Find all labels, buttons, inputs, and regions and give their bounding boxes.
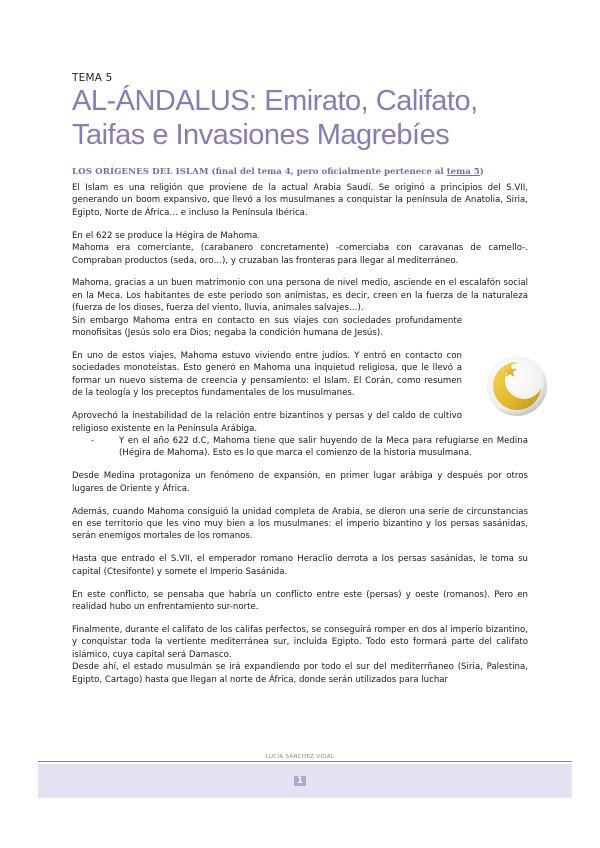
paragraph: Finalmente, durante el califato de los califas perfectos, se conseguirá romper en dos al imperio bizantino, y conquistar toda la vertiente mediterránea sur, incluida Egipto. Todo esto formará parte del califato islámico, cuya capital será Damasco.: [72, 624, 528, 660]
paragraph: Desde ahí, el estado musulmán se irá expandiendo por todo el sur del mediterrñaneo (Siria, Palestina, Egipto, Cartago) hasta que llegan al norte de África, donde serán utilizados para luchar: [72, 662, 528, 685]
list-item: - Y en el año 622 d.C, Mahoma tiene que salir huyendo de la Meca para refugiarse en Medina (Hégira de Mahoma). Esto es lo que marca el comienzo de la historia musulmana.: [107, 435, 528, 460]
section-heading: [72, 167, 484, 177]
paragraph: En el 622 se produce la Hégira de Mahoma.: [72, 230, 261, 241]
section-heading-rest: (final del tema 4, pero oficialmente pertenece al: [208, 167, 447, 177]
paragraph: Desde Medina protagoniza un fenómeno de expansión, en primer lugar arábiga y después por otros lugares de Oriente y África.: [72, 471, 528, 494]
paragraph: Sin embargo Mahoma entra en contacto en sus viajes con sociedades profundamente monofisitas (Jesús solo era Dios; negaba la condición humana de Jesús).: [72, 315, 462, 339]
paragraph: El Islam es una religión que proviene de la actual Arabia Saudí. Se originó a principios del S.VII, generando un boom expansivo, que llevó a los musulmanes a conquistar la península de Anatolia, Siria, Egipto, Norte de África… e incluso la Península Ibérica.: [72, 183, 528, 218]
page-number-value: 1: [294, 776, 306, 786]
paragraph: En este conflicto, se pensaba que habría un conflicto entre este (persas) y oeste (romanos). Pero en realidad hubo un enfrentamiento sur-norte.: [72, 589, 528, 612]
section-heading-caps: LOS ORÍGENES DEL ISLAM: [72, 167, 209, 177]
paragraph: Además, cuando Mahoma consiguió la unidad completa de Arabia, se dieron una serie de circunstancias en ese territorio que les vino muy bien a los musulmanes: el imperio bizantino y los persas sasánidas, serán enemigos mortales de los romanos.: [72, 506, 528, 542]
paragraph: En uno de estos viajes, Mahoma estuvo viviendo entre judíos. Y entró en contacto con sociedades monoteístas. Esto generó en Mahoma una inquietud religiosa, que le llevó a formar un nuevo sistema de creencia y pensamiento: el Islam. El Corán, como resumen de la teología y los preceptos fundamentales de los musulmanes.: [72, 350, 462, 399]
page-title: AL-ÁNDALUS: Emirato, Califato, Taifas e Invasiones Magrebíes: [72, 85, 478, 151]
footer-divider: [38, 761, 572, 762]
paragraph: Hasta que entrado el S.VII, el emperador romano Heraclio derrota a los persas sasánidas, le toma su capital (Ctesifonte) y somete el Imperio Sasánida.: [72, 554, 528, 577]
section-heading-link[interactable]: tema 5: [446, 167, 480, 177]
author-name: LUCÍA SÁNCHEZ VIDAL: [265, 754, 335, 760]
page-number: [0, 776, 600, 786]
paragraph: Mahoma era comerciante, (carabanero concretamente) -comerciaba con caravanas de camello-. Compraban productos (seda, oro…), y cruzaban las fronteras para llegar al mediterráneo.: [72, 243, 528, 266]
bullet-list: [72, 435, 528, 460]
paragraph: Mahoma, gracias a un buen matrimonio con una persona de nivel medio, asciende en el escalafón social en la Meca. Los habitantes de este periodo son animistas, es decir, creen en la fuerza de la naturaleza (fuerza de los dioses, fuerza del viento, lluvia, animales salvajes…).: [72, 278, 528, 314]
section-heading-close: ): [479, 167, 484, 177]
body-text: [72, 182, 528, 696]
crescent-star-icon: [484, 352, 550, 418]
paragraph: Aprovechó la inestabilidad de la relación entre bizantinos y persas y del caldo de cultivo religioso existente en la Península Arábiga.: [72, 411, 462, 434]
topic-label: TEMA 5: [72, 72, 113, 84]
